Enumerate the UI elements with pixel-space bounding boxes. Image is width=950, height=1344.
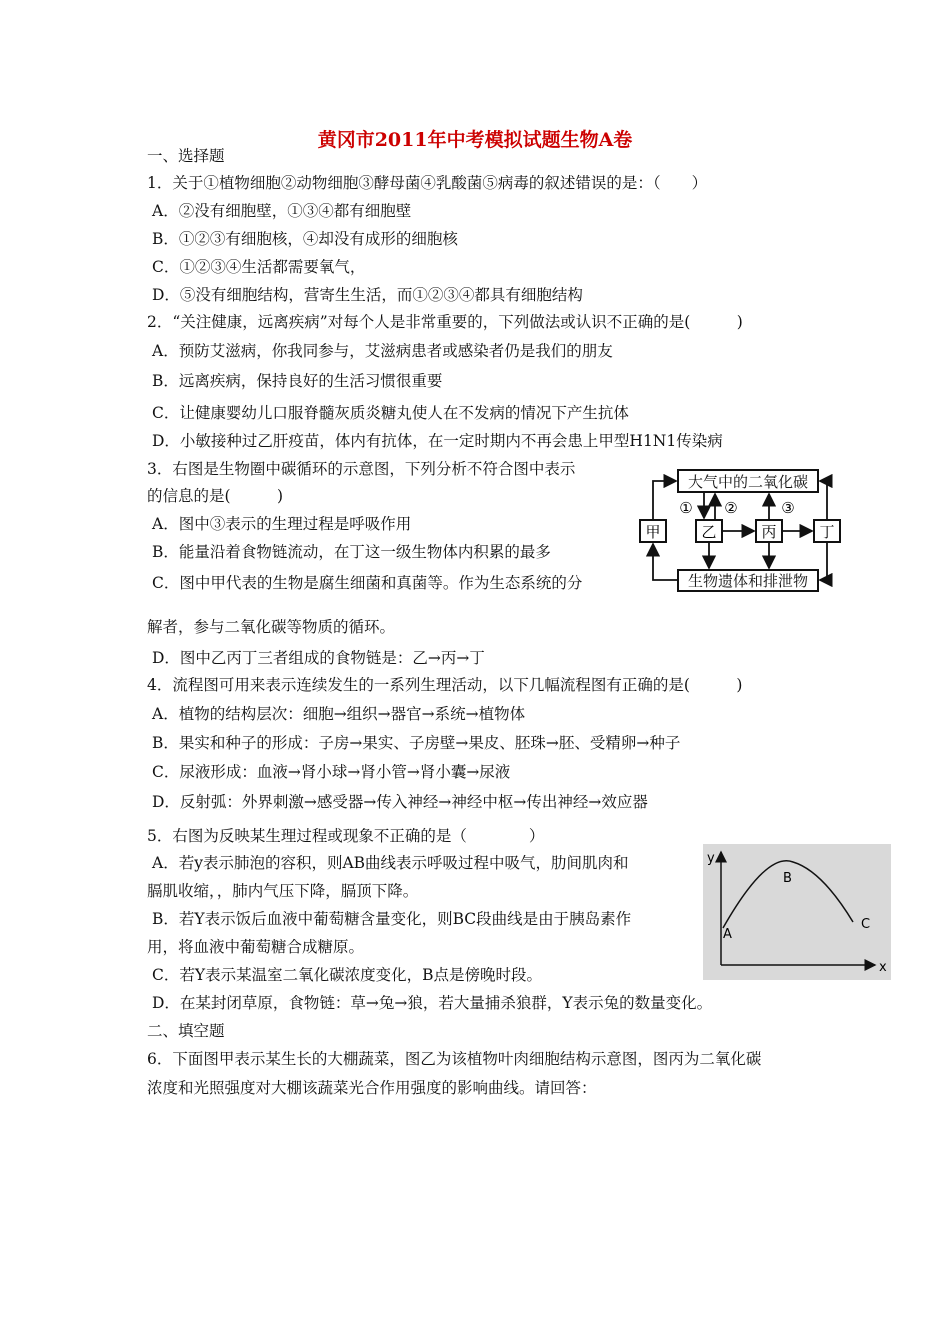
y-axis-label: y	[707, 851, 715, 866]
q2-stem: 2．“关注健康，远离疾病”对每个人是非常重要的，下列做法或认识不正确的是( )	[147, 313, 743, 331]
point-c-label: C	[861, 917, 871, 932]
arrow-remains-jia	[653, 544, 678, 580]
q4-option-b: B．果实和种子的形成：子房→果实、子房壁→果皮、胚珠→胚、受精卵→种子	[152, 734, 681, 752]
q1-option-c: C．①②③④生活都需要氧气，	[152, 258, 366, 276]
q5-option-a-line1: A．若y表示肺泡的容积，则AB曲线表示呼吸过程中吸气，肋间肌肉和	[152, 854, 629, 872]
node-bing: 丙	[761, 523, 777, 541]
x-axis-label: x	[879, 960, 887, 975]
q5-option-a-line2: 膈肌收缩，，肺内气压下降，膈顶下降。	[147, 882, 419, 900]
q2-option-c: C．让健康婴幼儿口服脊髓灰质炎糖丸使人在不发病的情况下产生抗体	[152, 404, 629, 422]
q2-option-a: A．预防艾滋病，你我同参与，艾滋病患者或感染者仍是我们的朋友	[152, 342, 613, 360]
q6-line2: 浓度和光照强度对大棚该蔬菜光合作用强度的影响曲线。请回答：	[147, 1079, 597, 1097]
q3-stem-line2: 的信息的是( )	[147, 487, 284, 505]
curve-graph	[703, 844, 891, 980]
q1-stem: 1．关于①植物细胞②动物细胞③酵母菌④乳酸菌⑤病毒的叙述错误的是：（ ）	[147, 174, 708, 192]
q2-option-b: B．远离疾病，保持良好的生活习惯很重要	[152, 372, 443, 390]
q1-option-a: A．②没有细胞壁，①③④都有细胞壁	[152, 202, 412, 220]
q4-option-d: D．反射弧：外界刺激→感受器→传入神经→神经中枢→传出神经→效应器	[152, 793, 648, 811]
q4-option-c: C．尿液形成：血液→肾小球→肾小管→肾小囊→尿液	[152, 763, 511, 781]
marker-1: ①	[679, 499, 693, 517]
marker-2: ②	[724, 499, 738, 517]
point-a-label: A	[723, 927, 732, 942]
q3-stem-line1: 3．右图是生物圈中碳循环的示意图，下列分析不符合图中表示	[147, 460, 576, 478]
q3-option-c-line2: 解者，参与二氧化碳等物质的循环。	[147, 618, 396, 636]
point-b-label: B	[783, 871, 792, 886]
marker-3: ③	[781, 499, 795, 517]
q3-option-b: B．能量沿着食物链流动，在丁这一级生物体内积累的最多	[152, 543, 551, 561]
q2-option-d: D．小敏接种过乙肝疫苗，体内有抗体，在一定时期内不再会患上甲型H1N1传染病	[152, 432, 723, 450]
q3-option-c-line1: C．图中甲代表的生物是腐生细菌和真菌等。作为生态系统的分	[152, 574, 583, 592]
q3-option-d: D．图中乙丙丁三者组成的食物链是：乙→丙→丁	[152, 649, 485, 667]
section-fill-heading: 二、填空题	[147, 1022, 225, 1040]
q1-option-d: D．⑤没有细胞结构，营寄生生活，而①②③④都具有细胞结构	[152, 286, 583, 304]
section-choice-heading: 一、选择题	[147, 147, 225, 165]
q6-line1: 6．下面图甲表示某生长的大棚蔬菜，图乙为该植物叶肉细胞结构示意图，图丙为二氧化碳	[147, 1050, 762, 1068]
q4-stem: 4．流程图可用来表示连续发生的一系列生理活动，以下几幅流程图有正确的是( )	[147, 676, 743, 694]
arrow-ding-co2	[820, 481, 827, 520]
q5-stem: 5．右图为反映某生理过程或现象不正确的是（ ）	[147, 827, 545, 845]
arrow-jia-co2	[653, 481, 676, 520]
atmosphere-co2-label: 大气中的二氧化碳	[687, 473, 809, 491]
node-ding: 丁	[819, 523, 835, 541]
q5-option-b-line1: B．若Y表示饭后血液中葡萄糖含量变化，则BC段曲线是由于胰岛素作	[152, 910, 632, 928]
remains-label: 生物遗体和排泄物	[687, 572, 809, 590]
q1-option-b: B．①②③有细胞核，④却没有成形的细胞核	[152, 230, 458, 248]
q5-option-c: C．若Y表示某温室二氧化碳浓度变化，B点是傍晚时段。	[152, 966, 542, 984]
q4-option-a: A．植物的结构层次：细胞→组织→器官→系统→植物体	[152, 705, 526, 723]
carbon-cycle-diagram	[638, 466, 844, 594]
node-yi: 乙	[701, 523, 717, 541]
graph-background	[703, 844, 891, 980]
arrow-ding-remains	[820, 542, 827, 580]
q5-option-d: D．在某封闭草原，食物链：草→兔→狼，若大量捕杀狼群，Y表示兔的数量变化。	[152, 994, 713, 1012]
node-jia: 甲	[645, 523, 661, 541]
page-title: 黄冈市2011年中考模拟试题生物A卷	[317, 129, 633, 151]
q3-option-a: A．图中③表示的生理过程是呼吸作用	[152, 515, 412, 533]
q5-option-b-line2: 用，将血液中葡萄糖合成糖原。	[147, 938, 365, 956]
